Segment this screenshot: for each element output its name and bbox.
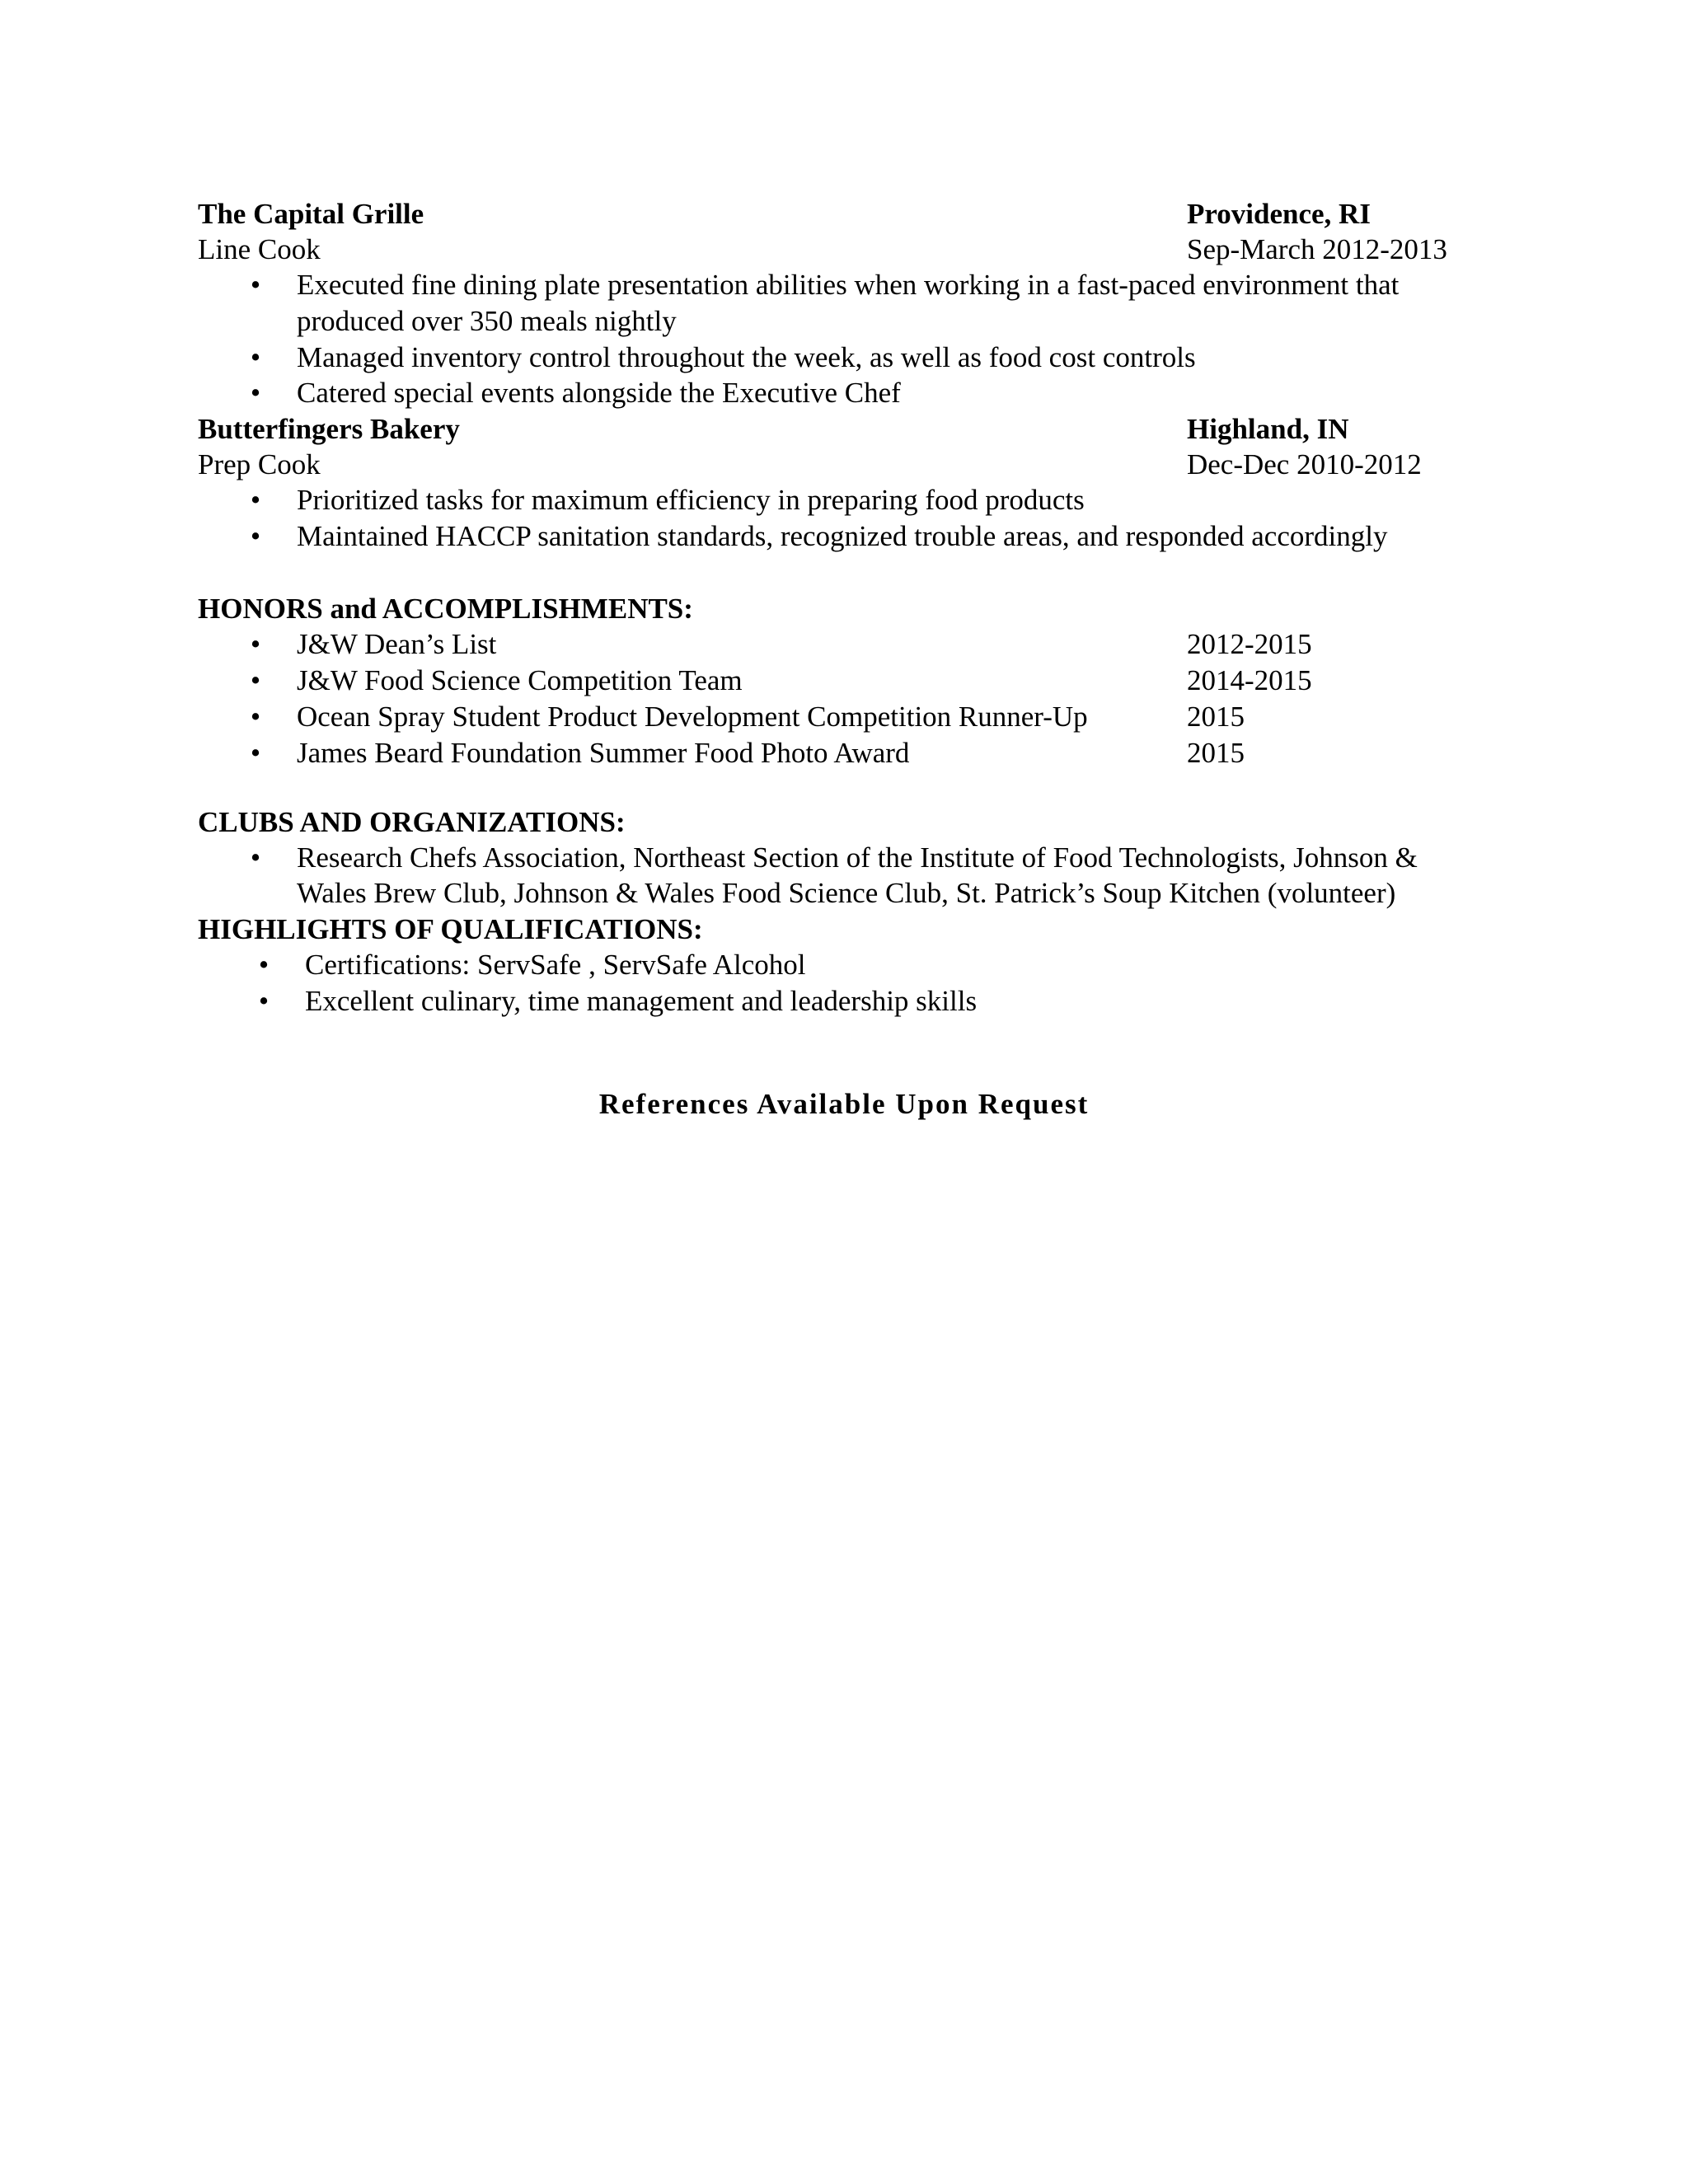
section-spacer [198,771,1484,804]
bullet-icon: • [250,377,261,410]
honor-year: 2012-2015 [1187,627,1312,660]
bullet-icon: • [250,627,261,660]
employer-row [198,196,1484,232]
qualification-text: Certifications: ServSafe , ServSafe Alcohol [305,949,806,981]
honor-year: 2015 [1187,700,1245,733]
position-title: Line Cook [198,233,321,265]
bullet-icon: • [250,736,261,769]
bullet-icon: • [250,269,261,301]
list-item [198,947,1484,983]
bullet-icon: • [250,700,261,733]
section-heading: HIGHLIGHTS OF QUALIFICATIONS: [198,913,703,945]
clubs-text: Research Chefs Association, Northeast Section of the Institute of Food Technologists, Johnson & Wales Brew Club, Johnson & Wales Food Science Club, St. Patrick’s Soup Kitchen (volunteer) [297,841,1418,910]
honor-item [198,699,1484,735]
honor-item [198,663,1484,699]
bullet-icon: • [250,841,261,874]
experience-entry [198,411,1484,555]
duty-text: Managed inventory control throughout the week, as well as food cost controls [297,340,1196,373]
employer-location: Highland, IN [1187,413,1349,445]
clubs-list [198,840,1484,912]
section-spacer [198,555,1484,591]
list-item [198,983,1484,1019]
honor-name: J&W Food Science Competition Team [297,663,743,696]
list-item [198,267,1484,340]
section-heading: CLUBS AND ORGANIZATIONS: [198,805,626,838]
list-item [198,840,1484,912]
list-item [198,375,1484,411]
references-note: References Available Upon Request [598,1088,1090,1120]
employer-row [198,411,1484,447]
position-row [198,447,1484,482]
position-row [198,232,1484,267]
employer-location: Providence, RI [1187,198,1371,230]
honors-section [198,591,1484,771]
position-title: Prep Cook [198,448,321,480]
honor-year: 2014-2015 [1187,663,1312,696]
bullet-icon: • [250,663,261,696]
duties-list [198,482,1484,555]
qualifications-list [198,947,1484,1019]
bullet-icon: • [250,484,261,516]
employer-name: Butterfingers Bakery [198,413,460,445]
resume-content [198,196,1484,1019]
duty-text: Catered special events alongside the Executive Chef [297,377,901,410]
employment-dates: Sep-March 2012-2013 [1187,233,1447,265]
bullet-icon: • [258,949,270,981]
section-heading: HONORS and ACCOMPLISHMENTS: [198,592,693,625]
clubs-section [198,804,1484,912]
bullet-icon: • [258,985,270,1017]
duty-text: Prioritized tasks for maximum efficiency in preparing food products [297,484,1085,516]
list-item [198,340,1484,376]
honor-item [198,626,1484,663]
bullet-icon: • [250,340,261,373]
honor-name: James Beard Foundation Summer Food Photo Award [297,736,910,769]
employment-dates: Dec-Dec 2010-2012 [1187,448,1422,480]
experience-entry [198,196,1484,411]
qualification-text: Excellent culinary, time management and leadership skills [305,985,978,1017]
honor-item [198,735,1484,771]
qualifications-section [198,912,1484,1019]
duties-list [198,267,1484,411]
honor-name: Ocean Spray Student Product Development Competition Runner-Up [297,700,1088,733]
bullet-icon: • [250,519,261,552]
honor-name: J&W Dean’s List [297,627,497,660]
list-item [198,482,1484,518]
duty-text: Maintained HACCP sanitation standards, recognized trouble areas, and responded accordingly [297,519,1388,552]
list-item [198,518,1484,555]
duty-text: Executed fine dining plate presentation abilities when working in a fast-paced environment that produced over 350 meals nightly [297,269,1400,337]
honor-year: 2015 [1187,736,1245,769]
employer-name: The Capital Grille [198,198,424,230]
